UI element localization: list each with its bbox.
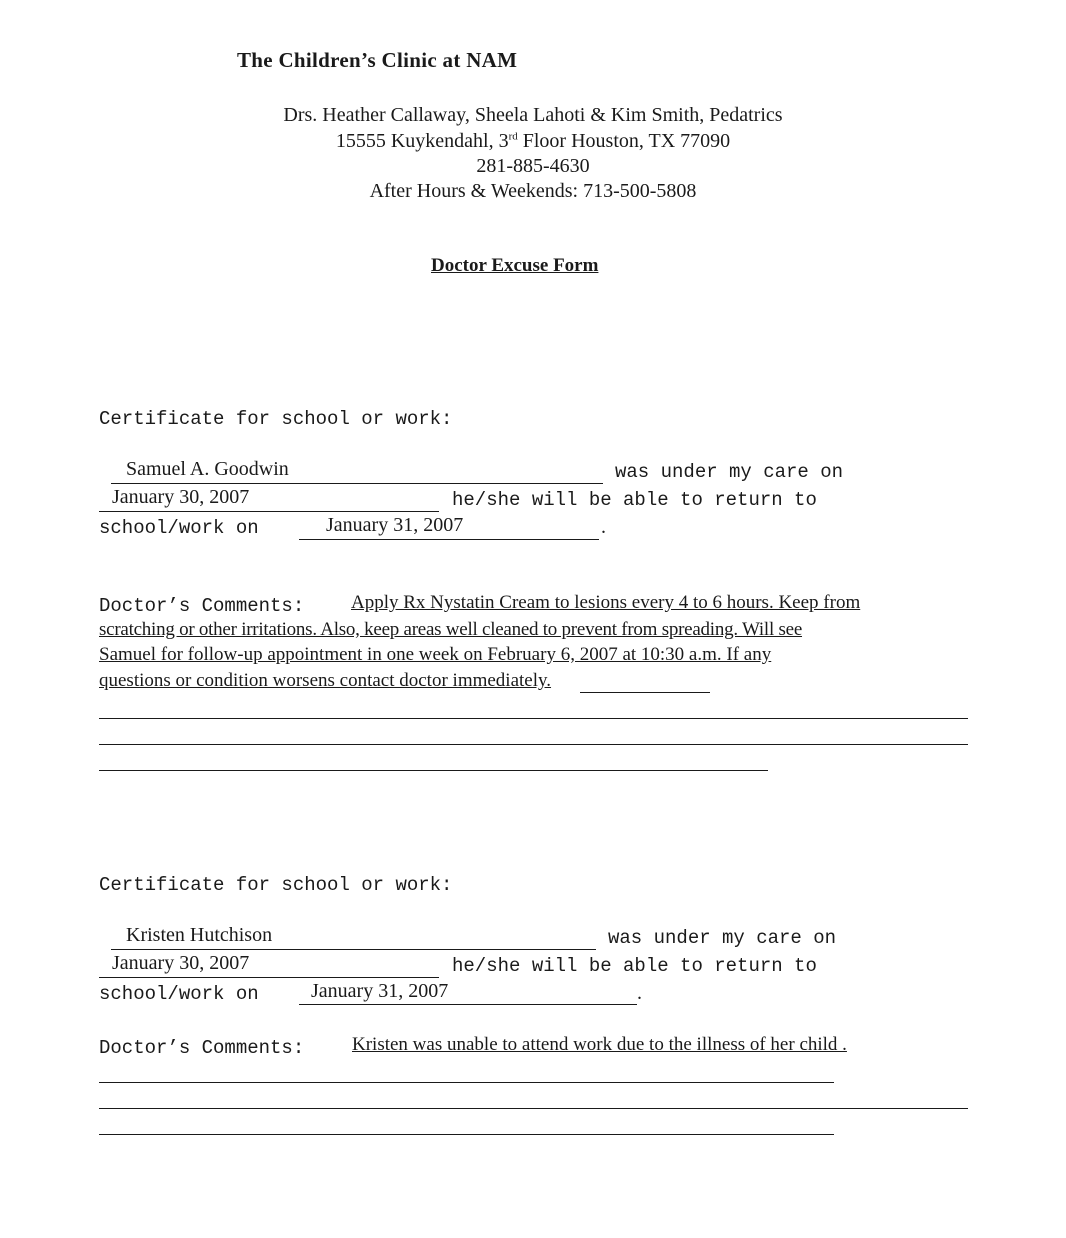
clinic-name: The Children’s Clinic at NAM bbox=[237, 48, 518, 72]
certificate-1-blank-line-1 bbox=[99, 718, 968, 719]
address-line bbox=[0, 130, 1066, 153]
certificate-2-care-date: January 30, 2007 bbox=[112, 952, 250, 974]
certificate-2-blank-line-3 bbox=[99, 1134, 834, 1135]
address-floor-suffix: rd bbox=[508, 130, 518, 143]
certificate-2-comments-label: Doctor’s Comments: bbox=[99, 1037, 305, 1059]
certificate-1-return-label: he/she will be able to return to bbox=[452, 489, 817, 511]
certificate-1-blank-line-2 bbox=[99, 744, 968, 745]
address-street: 15555 Kuykendahl, 3 bbox=[335, 130, 509, 152]
certificate-1-return-date-line bbox=[299, 539, 599, 540]
certificate-1-comment-line-4: questions or condition worsens contact doctor immediately. bbox=[99, 670, 552, 691]
certificate-1-heading: Certificate for school or work: bbox=[99, 408, 453, 430]
certificate-1-period: . bbox=[601, 516, 606, 538]
certificate-2-return-label: he/she will be able to return to bbox=[452, 955, 817, 977]
certificate-2-return-date: January 31, 2007 bbox=[311, 980, 449, 1002]
certificate-2-blank-line-1 bbox=[99, 1082, 834, 1083]
certificate-1-name-line bbox=[111, 483, 603, 484]
certificate-2-patient-name: Kristen Hutchison bbox=[126, 924, 273, 946]
certificate-1-patient-name: Samuel A. Goodwin bbox=[126, 458, 289, 480]
certificate-2-name-line bbox=[111, 949, 596, 950]
certificate-2-comment-line-1: Kristen was unable to attend work due to the illness of her child . bbox=[352, 1034, 847, 1055]
phone-line: 281-885-4630 bbox=[476, 155, 590, 177]
certificate-2-under-care-label: was under my care on bbox=[608, 927, 837, 949]
certificate-1-under-care-label: was under my care on bbox=[615, 461, 844, 483]
certificate-1-care-date: January 30, 2007 bbox=[112, 486, 250, 508]
certificate-1-care-date-line bbox=[99, 511, 439, 512]
form-title: Doctor Excuse Form bbox=[431, 255, 599, 276]
certificate-2-care-date-line bbox=[99, 977, 439, 978]
certificate-2-heading: Certificate for school or work: bbox=[99, 874, 453, 896]
address-city: Floor Houston, TX 77090 bbox=[517, 130, 731, 152]
after-hours-line: After Hours & Weekends: 713-500-5808 bbox=[369, 180, 697, 202]
certificate-1-comment-line-2: scratching or other irritations. Also, keep areas well cleaned to prevent from spreading. Will see bbox=[99, 619, 803, 640]
certificate-1-comment-line-1: Apply Rx Nystatin Cream to lesions every 4 to 6 hours. Keep from bbox=[351, 592, 861, 613]
certificate-1-return-date: January 31, 2007 bbox=[326, 514, 464, 536]
certificate-1-school-work-label: school/work on bbox=[99, 517, 259, 539]
certificate-2-school-work-label: school/work on bbox=[99, 983, 259, 1005]
doctors-line: Drs. Heather Callaway, Sheela Lahoti & Kim Smith, Pedatrics bbox=[283, 104, 783, 126]
certificate-1-blank-line-3 bbox=[99, 770, 768, 771]
certificate-2-period: . bbox=[637, 982, 642, 1004]
certificate-1-comment-tail-line bbox=[580, 692, 710, 693]
certificate-1-comment-line-3: Samuel for follow-up appointment in one week on February 6, 2007 at 10:30 a.m. If any bbox=[99, 644, 772, 665]
certificate-1-comments-label: Doctor’s Comments: bbox=[99, 595, 305, 617]
certificate-2-return-date-line bbox=[299, 1004, 637, 1005]
certificate-2-blank-line-2 bbox=[99, 1108, 968, 1109]
